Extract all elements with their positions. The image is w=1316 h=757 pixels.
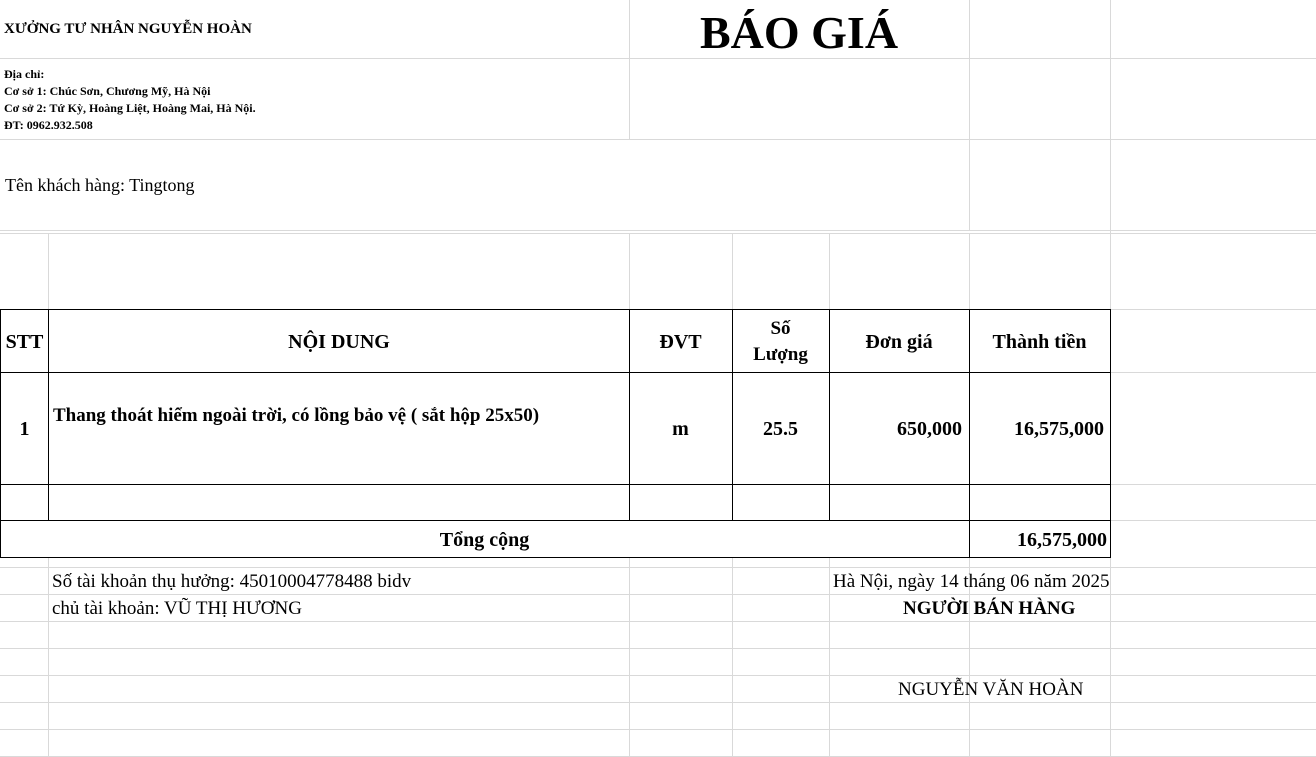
row-1-qty: 25.5 xyxy=(763,418,798,440)
seller-name: NGUYỄN VĂN HOÀN xyxy=(898,679,1084,700)
document-title: BÁO GIÁ xyxy=(699,7,899,58)
col-header-qty-line1: Số xyxy=(770,318,791,339)
row-1-stt: 1 xyxy=(19,418,30,440)
branch-1-address: Cơ sở 1: Chúc Sơn, Chương Mỹ, Hà Nội xyxy=(4,84,211,98)
row-1-price: 650,000 xyxy=(897,418,962,440)
account-holder: chủ tài khoản: VŨ THỊ HƯƠNG xyxy=(52,598,302,619)
address-label: Địa chỉ: xyxy=(4,67,45,81)
total-label: Tổng cộng xyxy=(439,529,530,551)
branch-2-address: Cơ sở 2: Tứ Kỳ, Hoàng Liệt, Hoàng Mai, Hà Nội. xyxy=(4,101,256,115)
col-header-amount: Thành tiền xyxy=(992,331,1087,353)
customer-name: Tên khách hàng: Tingtong xyxy=(5,175,195,195)
row-1-content: Thang thoát hiểm ngoài trời, có lồng bảo vệ ( sắt hộp 25x50) xyxy=(53,405,540,426)
bank-account: Số tài khoản thụ hưởng: 45010004778488 bidv xyxy=(52,571,412,592)
col-header-unit: ĐVT xyxy=(659,331,702,353)
signing-date: Hà Nội, ngày 14 tháng 06 năm 2025 xyxy=(833,571,1110,592)
row-1-amount: 16,575,000 xyxy=(1014,418,1104,440)
row-1-unit: m xyxy=(672,418,689,440)
col-header-price: Đơn giá xyxy=(865,331,933,353)
col-header-content: NỘI DUNG xyxy=(288,331,390,353)
total-value: 16,575,000 xyxy=(1017,529,1107,551)
company-name: XƯỞNG TƯ NHÂN NGUYỄN HOÀN xyxy=(4,21,252,37)
company-phone: ĐT: 0962.932.508 xyxy=(4,118,93,132)
col-header-qty-line2: Lượng xyxy=(753,344,808,365)
col-header-stt: STT xyxy=(5,331,44,353)
seller-title: NGƯỜI BÁN HÀNG xyxy=(903,598,1076,619)
